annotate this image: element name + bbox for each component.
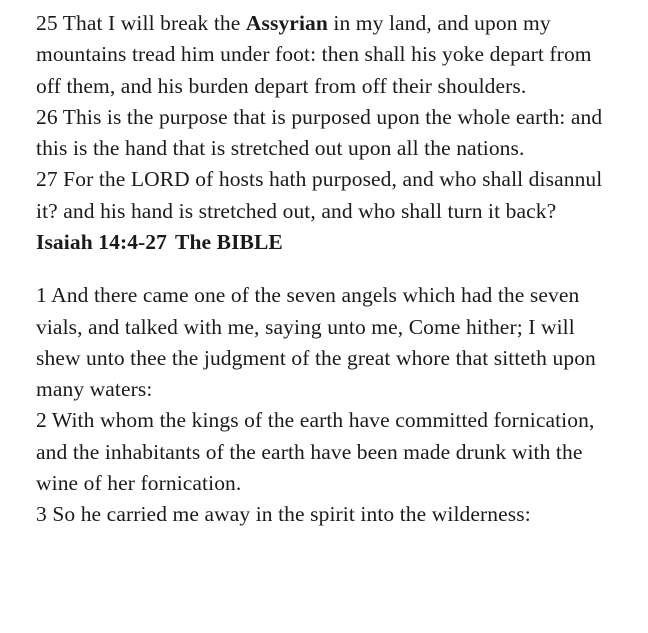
section-heading [36, 227, 618, 258]
section-gap [36, 258, 618, 280]
heading-source: The BIBLE [175, 229, 283, 254]
verse-27: 27 For the LORD of hosts hath purposed, and who shall disannul it? and his hand is stretched out, and who shall turn it back? [36, 167, 603, 223]
verse-25-post: in my land, and upon my mountains tread him under foot: then shall his yoke depart from off them, and his burden depart from off their shoulders. [36, 11, 592, 98]
verse-25 [36, 8, 618, 102]
heading-reference: Isaiah 14:4-27 [36, 229, 168, 254]
verse-3: 3 So he carried me away in the spirit into the wilderness: [36, 502, 531, 527]
verse-25-bold-word: Assyrian [245, 11, 328, 35]
verse-2: 2 With whom the kings of the earth have committed fornication, and the inhabitants of the earth have been made drunk with the wine of her fornication. [36, 408, 595, 495]
verse-25-pre: 25 That I will break the [36, 11, 246, 35]
verse-26: 26 This is the purpose that is purposed upon the whole earth: and this is the hand that is stretched out upon all the nations. [36, 104, 603, 161]
verse-1: 1 And there came one of the seven angels which had the seven vials, and talked with me, saying unto me, Come hither; I will shew unto thee the judgment of the great whore that sitteth upon many waters: [36, 283, 596, 402]
